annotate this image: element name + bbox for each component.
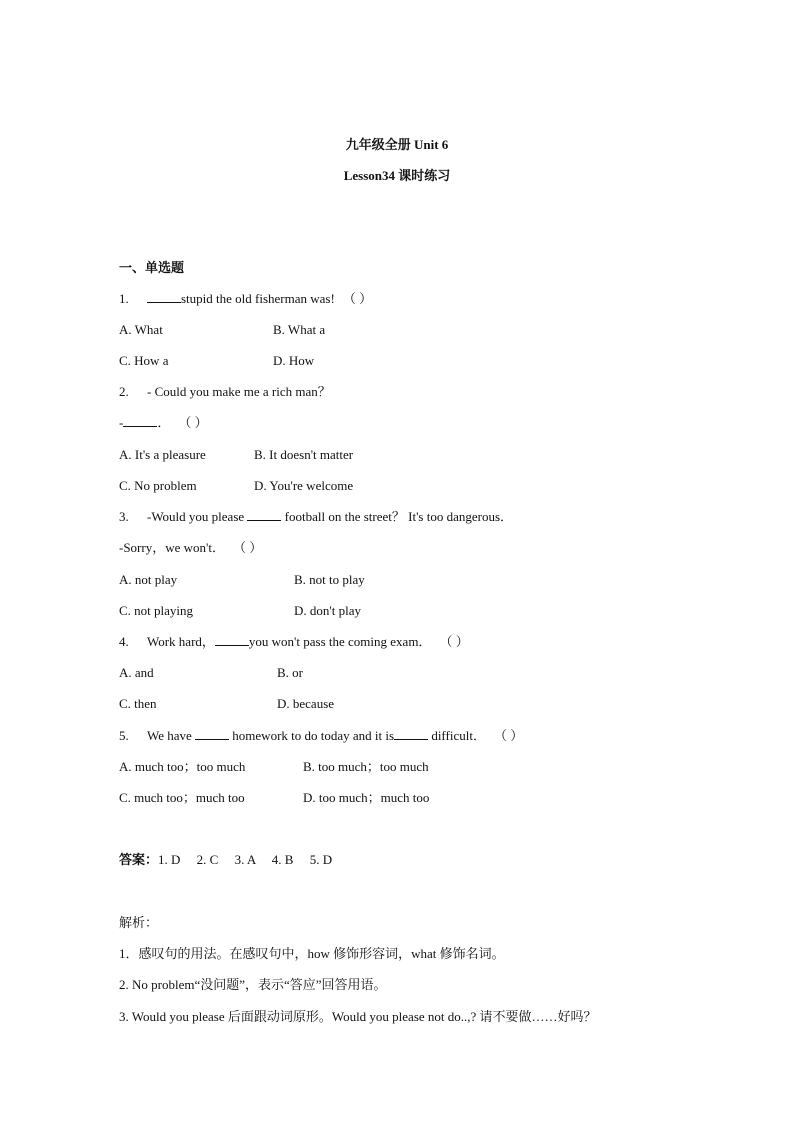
answer-blank xyxy=(147,290,181,303)
question-text: We have xyxy=(147,728,192,743)
answer-blank xyxy=(247,508,281,521)
option-d: D. don't play xyxy=(294,603,361,618)
option-b: B. too much；too much xyxy=(303,759,429,774)
answer-parentheses: （ ） xyxy=(342,291,373,306)
answer-parentheses: （ ） xyxy=(232,540,263,555)
option-c: C. No problem xyxy=(119,478,197,493)
question-number: 5. xyxy=(119,728,129,743)
option-d: D. because xyxy=(277,696,335,711)
answer-blank xyxy=(195,727,229,740)
analysis-item-3: 3. Would you please 后面跟动词原形。Would you please not do..,? 请不要做……好吗？ xyxy=(119,1009,597,1024)
answer-blank xyxy=(215,633,249,646)
answer-list: 1. D 2. C 3. A 4. B 5. D xyxy=(158,852,333,867)
option-a: A. not play xyxy=(119,572,178,587)
question-text: - Could you make me a rich man？ xyxy=(147,384,331,399)
document-title: 九年级全册 Unit 6 xyxy=(345,137,449,152)
question-text: -Would you please xyxy=(147,509,245,524)
response-period: ． xyxy=(157,415,171,430)
answer-blank xyxy=(123,414,157,427)
option-d: D. How xyxy=(273,353,315,368)
option-c: C. much too；much too xyxy=(119,790,245,805)
document-subtitle: Lesson34 课时练习 xyxy=(343,168,451,183)
question-text-middle: homework to do today and it is xyxy=(232,728,395,743)
option-c: C. How a xyxy=(119,353,169,368)
section-heading: 一、单选题 xyxy=(119,260,185,275)
question-3 xyxy=(119,508,513,526)
question-5 xyxy=(119,727,523,745)
option-a: A. and xyxy=(119,665,154,680)
option-c: C. not playing xyxy=(119,603,194,618)
question-text-continued: you won't pass the coming exam． xyxy=(248,634,432,649)
answer-blank xyxy=(394,727,428,740)
answer-parentheses: （ ） xyxy=(493,728,524,743)
option-a: A. It's a pleasure xyxy=(119,447,206,462)
question-2 xyxy=(119,383,331,401)
answer-parentheses: （ ） xyxy=(178,415,208,430)
option-b: B. It doesn't matter xyxy=(254,447,354,462)
response-text: -Sorry，we won't． xyxy=(119,540,225,555)
question-number: 1. xyxy=(119,291,129,306)
question-number: 2. xyxy=(119,384,129,399)
option-b: B. What a xyxy=(273,322,326,337)
question-text-end: difficult． xyxy=(431,728,486,743)
question-text: Work hard， xyxy=(147,634,215,649)
answer-label: 答案： xyxy=(119,852,159,867)
option-c: C. then xyxy=(119,696,157,711)
response-dash: - xyxy=(119,415,124,430)
question-1 xyxy=(119,290,372,308)
question-3-response xyxy=(119,539,262,557)
answer-parentheses: （ ） xyxy=(439,634,469,649)
option-a: A. What xyxy=(119,322,163,337)
analysis-item-1: 1．感叹句的用法。在感叹句中，how 修饰形容词，what 修饰名词。 xyxy=(119,946,505,961)
option-b: B. or xyxy=(277,665,303,680)
question-number: 4. xyxy=(119,634,129,649)
question-4 xyxy=(119,633,469,651)
option-d: D. You're welcome xyxy=(254,478,354,493)
option-a: A. much too；too much xyxy=(119,759,246,774)
analysis-item-2: 2. No problem“没问题”，表示“答应”回答用语。 xyxy=(119,977,387,992)
question-text: stupid the old fisherman was! xyxy=(181,291,335,306)
question-text-continued: football on the street？ It's too dangerous． xyxy=(284,509,514,524)
option-b: B. not to play xyxy=(294,572,365,587)
question-number: 3. xyxy=(119,509,129,524)
answer-key xyxy=(119,851,332,869)
option-d: D. too much；much too xyxy=(303,790,430,805)
analysis-label: 解析： xyxy=(119,915,159,930)
question-2-response xyxy=(119,414,208,432)
